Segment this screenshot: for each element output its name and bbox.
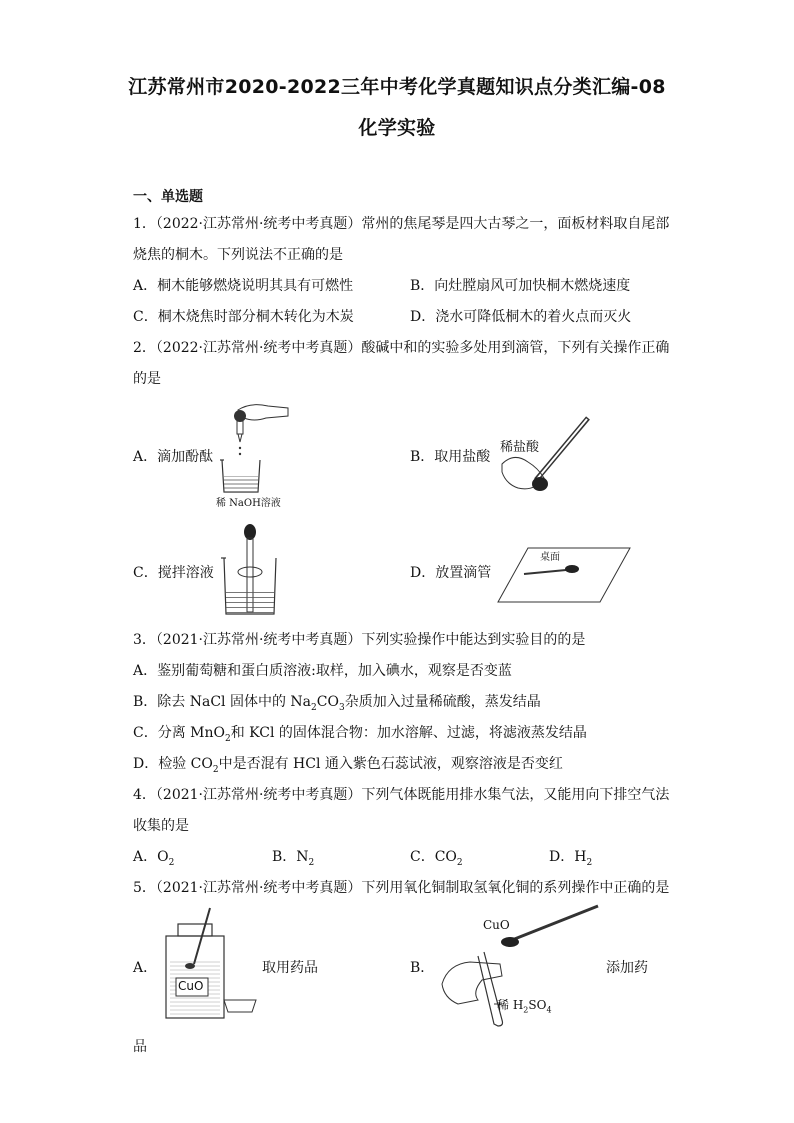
q3-d-text-1: D．检验 CO <box>133 756 213 772</box>
q1-stem-line2: 烧焦的桐木。下列说法不正确的是 <box>133 247 343 263</box>
q2-figb-label: 稀盐酸 <box>500 440 540 455</box>
dropper-phenolphthalein-figure <box>210 402 290 508</box>
q3-stem: 3．（2021·江苏常州·统考中考真题）下列实验操作中能达到实验目的的是 <box>133 632 586 648</box>
q4-b-sub: 2 <box>308 857 315 868</box>
q5-figb-label-bottom <box>497 996 552 1014</box>
q3-c-sub: 2 <box>225 733 231 744</box>
q5-figb-sub-2: 4 <box>546 1005 552 1015</box>
q2-option-b: B．取用盐酸 <box>410 449 491 465</box>
q5-option-b: B． <box>410 960 435 976</box>
q3-b-text-1: B．除去 NaCl 固体中的 Na <box>133 694 312 710</box>
q4-stem-line1: 4．（2021·江苏常州·统考中考真题）下列气体既能用排水集气法，又能用向下排空气法 <box>133 787 670 803</box>
q5-figb-text-2: SO <box>528 998 547 1012</box>
q5-figb-sub-1: 2 <box>523 1005 529 1015</box>
q5-option-b-caption: 添加药 <box>606 960 648 976</box>
q1-option-b: B．向灶膛扇风可加快桐木燃烧速度 <box>410 278 631 294</box>
doc-title-line1: 江苏常州市2020-2022三年中考化学真题知识点分类汇编-08 <box>128 76 666 98</box>
q4-c-text: C．CO <box>410 849 457 865</box>
q5-option-b-caption-cont: 品 <box>133 1039 147 1055</box>
q1-option-d: D．浇水可降低桐木的着火点而灭火 <box>410 309 632 325</box>
q3-option-d <box>133 753 563 775</box>
q2-figd-label: 桌面 <box>540 552 560 563</box>
section-heading: 一、单选题 <box>133 189 203 205</box>
q2-option-d: D．放置滴管 <box>410 565 492 581</box>
q1-option-c: C．桐木烧焦时部分桐木转化为木炭 <box>133 309 354 325</box>
dropper-hydrochloric-figure <box>494 412 594 502</box>
q4-a-text: A．O <box>133 849 169 865</box>
doc-title-line2: 化学实验 <box>358 117 436 139</box>
q1-option-a: A．桐木能够燃烧说明其具有可燃性 <box>133 278 354 294</box>
q4-option-c <box>410 846 463 868</box>
dropper-stirring-figure <box>212 520 282 620</box>
q4-a-sub: 2 <box>168 857 175 868</box>
q3-c-text-1: C．分离 MnO <box>133 725 225 741</box>
q4-option-b <box>272 846 314 868</box>
q1-stem-line1: 1．（2022·江苏常州·统考中考真题）常州的焦尾琴是四大古琴之一，面板材料取自尾部 <box>133 216 670 232</box>
q4-d-text: D．H <box>549 849 587 865</box>
q3-b-sub-1: 2 <box>311 702 317 713</box>
q4-d-sub: 2 <box>586 857 593 868</box>
q3-b-sub-2: 3 <box>338 702 345 713</box>
dropper-on-desk-figure <box>494 544 634 606</box>
reagent-bottle-figure <box>160 904 260 1022</box>
q4-stem-line2: 收集的是 <box>133 818 189 834</box>
q5-option-a-caption: 取用药品 <box>262 960 318 976</box>
q5-figa-label: CuO <box>178 979 204 993</box>
q3-option-b <box>133 691 541 713</box>
q4-option-a <box>133 846 174 868</box>
q5-figb-text-1: 稀 H <box>497 998 524 1012</box>
q2-figa-label: 稀 NaOH溶液 <box>216 498 281 509</box>
q3-c-text-2: 和 KCl 的固体混合物：加水溶解、过滤，将滤液蒸发结晶 <box>230 725 587 741</box>
q5-stem: 5．（2021·江苏常州·统考中考真题）下列用氧化铜制取氢氧化铜的系列操作中正确的是 <box>133 880 670 896</box>
q2-stem-line1: 2．（2022·江苏常州·统考中考真题）酸碱中和的实验多处用到滴管，下列有关操作正确 <box>133 340 670 356</box>
q3-option-c <box>133 722 587 744</box>
q3-b-text-3: 杂质加入过量稀硫酸，蒸发结晶 <box>344 694 541 710</box>
q4-option-d <box>549 846 592 868</box>
q2-option-a: A．滴加酚酞 <box>133 449 214 465</box>
q5-option-a: A． <box>133 960 158 976</box>
q2-option-c: C．搅拌溶液 <box>133 565 214 581</box>
q5-figb-label-top: CuO <box>483 918 510 932</box>
q4-b-text: B．N <box>272 849 309 865</box>
q3-b-text-2: CO <box>316 694 339 710</box>
q3-d-sub: 2 <box>212 764 219 775</box>
q2-stem-line2: 的是 <box>133 371 161 387</box>
q3-option-a: A．鉴别葡萄糖和蛋白质溶液:取样，加入碘水，观察是否变蓝 <box>133 663 512 679</box>
q4-c-sub: 2 <box>456 857 463 868</box>
q3-d-text-2: 中是否混有 HCl 通入紫色石蕊试液，观察溶液是否变红 <box>218 756 563 772</box>
